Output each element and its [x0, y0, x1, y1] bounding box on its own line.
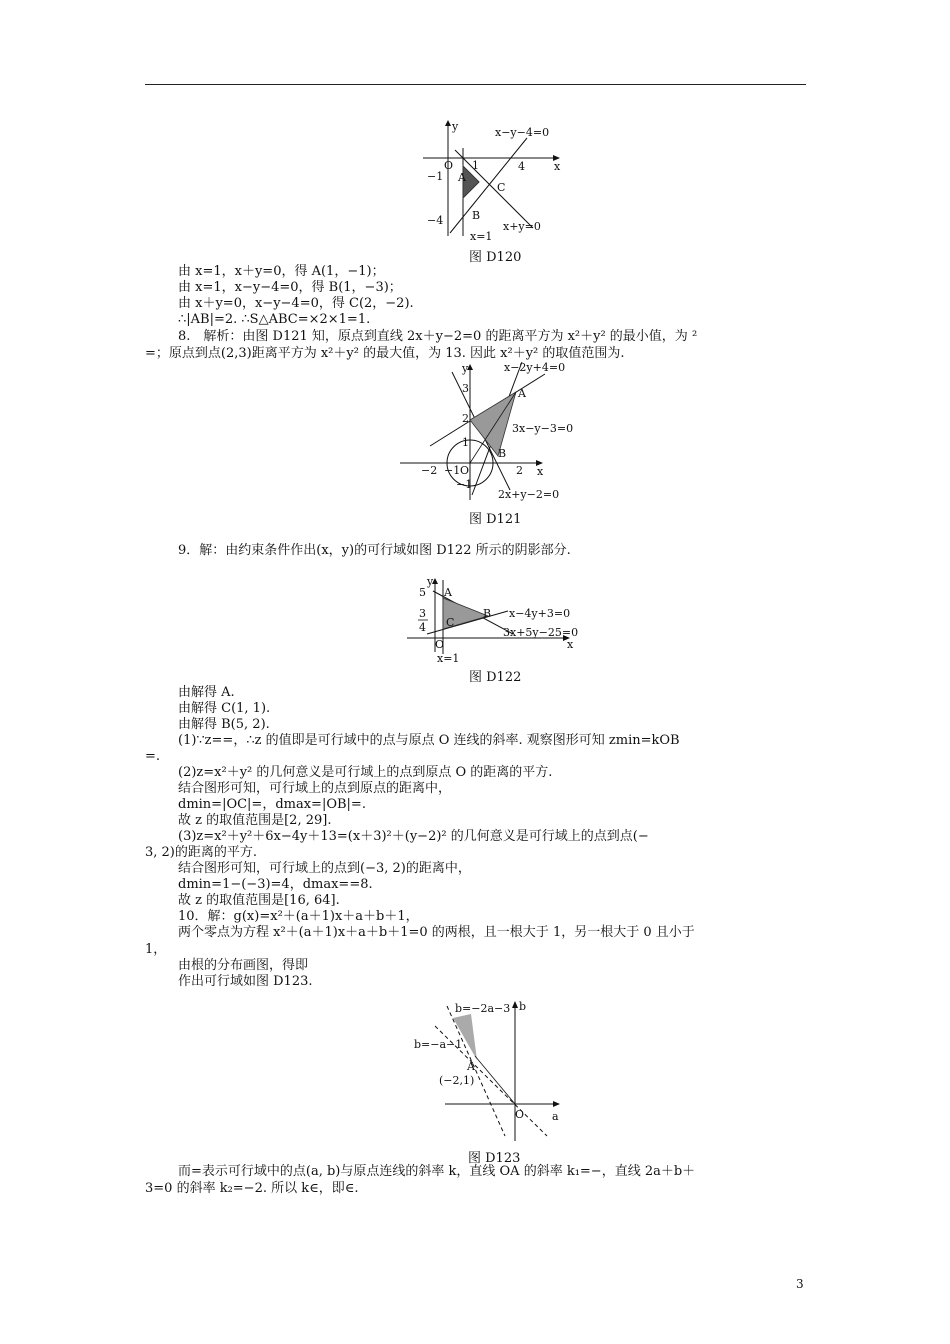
text-line: 1， — [145, 942, 167, 957]
d122-label: 4 — [419, 621, 426, 634]
d123-label: (−2,1) — [439, 1074, 475, 1087]
d122-label: y — [427, 575, 434, 588]
d121-label: −2 — [421, 464, 438, 477]
d121-label: x−2y+4=0 — [504, 361, 566, 374]
d122-label: x−4y+3=0 — [509, 607, 571, 620]
text-line: 而=表示可行域中的点(a, b)与原点连线的斜率 k，直线 OA 的斜率 k₁=−，直线 2a＋b＋ — [178, 1164, 696, 1179]
text-line: 作出可行域如图 D123. — [178, 974, 313, 989]
d122-label: 3 — [419, 607, 426, 620]
d120-label: −1 — [427, 170, 444, 183]
d120-label: −4 — [427, 214, 444, 227]
d120-label: 1 — [472, 159, 479, 172]
d121-label: −1 — [456, 478, 473, 491]
text-line: ∴|AB|=2. ∴S△ABC=×2×1=1. — [178, 312, 371, 327]
text-line: 9．解：由约束条件作出(x，y)的可行域如图 D122 所示的阴影部分. — [178, 543, 571, 558]
d121-label: y — [462, 362, 469, 375]
d122-label: x — [567, 638, 574, 651]
d120-label: B — [472, 209, 481, 222]
text-line: 由 x=1，x−y−4=0，得 B(1，−3)； — [178, 280, 402, 295]
d121-label: 1 — [462, 436, 469, 449]
d122-label: A — [444, 586, 452, 599]
figure-d123 — [405, 996, 570, 1146]
d121-label: 2 — [462, 412, 469, 425]
text-line: (3)z=x²＋y²＋6x−4y＋13=(x＋3)²＋(y−2)² 的几何意义是可行域上的点到点(− — [178, 829, 649, 844]
d122-label: C — [446, 616, 455, 629]
d122-label: x=1 — [437, 652, 460, 665]
figure-d122-graph — [403, 576, 583, 666]
figure-d121-caption: 图 D121 — [469, 512, 522, 527]
d121-label: 3x−y−3=0 — [512, 422, 574, 435]
text-line: 10．解：g(x)=x²＋(a＋1)x＋a＋b＋1， — [178, 909, 419, 924]
d121-label: B — [498, 447, 507, 460]
text-line: 由 x=1，x＋y=0，得 A(1，−1)； — [178, 264, 385, 279]
text-line: (1)∵z==，∴z 的值即是可行域中的点与原点 O 连线的斜率. 观察图形可知 zmin=kOB — [178, 733, 680, 748]
text-line: 结合图形可知，可行域上的点到(−3, 2)的距离中， — [178, 861, 471, 876]
text-line: dmin=1−(−3)=4，dmax==8. — [178, 877, 373, 892]
d120-label: C — [497, 181, 506, 194]
d120-label: y — [452, 120, 459, 133]
figure-d121 — [400, 360, 574, 505]
d122-label: B — [483, 607, 492, 620]
text-line: 8. 解析：由图 D121 知，原点到直线 2x＋y−2=0 的距离平方为 x²＋y² 的最小值，为 ² — [178, 329, 698, 344]
d122-label: 3x+5y−25=0 — [503, 626, 579, 639]
text-line: dmin=|OC|=，dmax=|OB|=. — [178, 797, 366, 812]
header-rule — [145, 84, 806, 85]
text-line: =；原点到点(2,3)距离平方为 x²＋y² 的最大值，为 13. 因此 x²＋y² 的取值范围为. — [145, 346, 625, 361]
d120-label: 4 — [518, 160, 525, 173]
d123-label: b — [519, 1000, 527, 1013]
figure-d123-caption: 图 D123 — [468, 1151, 521, 1166]
d121-label: 2x+y−2=0 — [498, 488, 560, 501]
d123-label: O — [515, 1108, 525, 1121]
figure-d122 — [403, 576, 583, 666]
text-line: 由解得 C(1, 1). — [178, 701, 271, 716]
d121-label: 3 — [462, 382, 469, 395]
d120-label: x=1 — [470, 230, 493, 243]
figure-d122-caption: 图 D122 — [469, 670, 522, 685]
text-line: 结合图形可知，可行域上的点到原点的距离中， — [178, 781, 452, 796]
text-line: 由解得 B(5, 2). — [178, 717, 270, 732]
figure-d120-graph — [415, 118, 575, 243]
d123-label: b=−a−1 — [414, 1038, 463, 1051]
text-line: 3, 2)的距离的平方. — [145, 845, 258, 860]
d122-label: 5 — [419, 586, 426, 599]
d120-label: x — [554, 160, 561, 173]
d121-label: A — [518, 387, 526, 400]
figure-d120 — [415, 118, 575, 243]
d122-label: O — [435, 638, 445, 651]
d121-label: 2 — [516, 464, 523, 477]
figure-d123-graph — [405, 996, 570, 1146]
text-line: 3=0 的斜率 k₂=−2. 所以 k∈，即∈. — [145, 1181, 359, 1196]
page-number: 3 — [796, 1277, 804, 1291]
d120-label: A — [458, 171, 466, 184]
d121-label: x — [537, 465, 544, 478]
text-line: 两个零点为方程 x²＋(a＋1)x＋a＋b＋1=0 的两根，且一根大于 1，另一根大于 0 且小于 — [178, 925, 695, 940]
figure-d121-graph — [400, 360, 574, 505]
d123-label: b=−2a−3 — [455, 1002, 511, 1015]
d120-label: O — [444, 159, 454, 172]
d121-label: −1 — [444, 464, 461, 477]
text-line: 由 x＋y=0，x−y−4=0，得 C(2，−2). — [178, 296, 414, 311]
d120-label: x−y−4=0 — [495, 126, 550, 139]
d121-label: O — [460, 464, 470, 477]
d123-label: a — [552, 1110, 559, 1123]
text-line: 由解得 A. — [178, 685, 235, 700]
text-line: =. — [145, 749, 161, 764]
text-line: 故 z 的取值范围是[16, 64]. — [178, 893, 340, 908]
text-line: 由根的分布画图，得即 — [178, 958, 309, 973]
figure-d120-caption: 图 D120 — [469, 250, 522, 265]
d123-label: A — [467, 1060, 475, 1073]
text-line: 故 z 的取值范围是[2, 29]. — [178, 813, 332, 828]
text-line: (2)z=x²＋y² 的几何意义是可行域上的点到原点 O 的距离的平方. — [178, 765, 553, 780]
d120-label: x+y=0 — [503, 220, 541, 233]
